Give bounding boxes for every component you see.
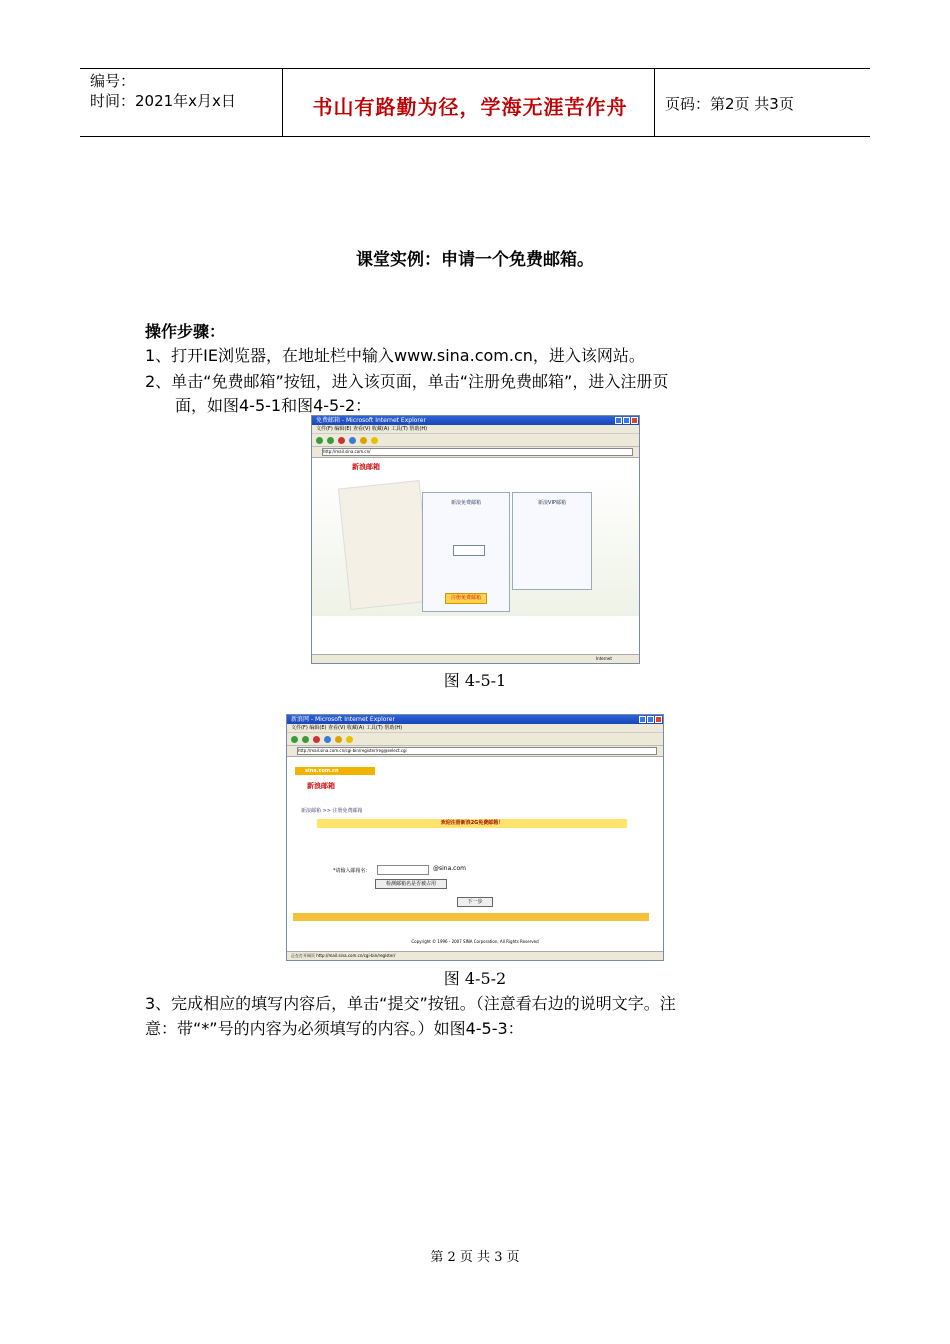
close-icon (631, 417, 638, 424)
divider (654, 69, 655, 136)
next-step-button: 下一步 (457, 897, 493, 907)
toolbar (312, 434, 639, 447)
figure-2-caption: 图 4-5-2 (443, 969, 507, 988)
figure-1-caption: 图 4-5-1 (443, 671, 507, 690)
vip-box-title: 新浪VIP邮箱 (538, 500, 566, 506)
divider (282, 69, 283, 136)
time-label: 时间：2021年x月x日 (90, 92, 236, 110)
back-icon (291, 736, 298, 743)
menu-bar: 文件(F) 编辑(E) 查看(V) 收藏(A) 工具(T) 帮助(H) (312, 425, 639, 434)
free-box-title: 新浪免费邮箱 (450, 500, 481, 506)
copyright: Copyright © 1996 - 2007 SINA Corporation, All Rights Reserved (411, 939, 539, 944)
window-title: 免费邮箱 - Microsoft Internet Explorer (312, 416, 639, 425)
welcome-banner: 欢迎注册新浪2G免费邮箱！ (317, 819, 627, 828)
home-icon (360, 437, 367, 444)
screenshot-figure-2 (286, 714, 664, 961)
hero-area (312, 476, 639, 616)
step-3-line-1: 3、完成相应的填写内容后，单击“提交”按钮。（注意看右边的说明文字。注 (145, 994, 676, 1013)
free-mail-box (422, 492, 510, 612)
window-controls (639, 716, 662, 723)
screenshot-figure-1 (311, 415, 640, 664)
stop-icon (313, 736, 320, 743)
window-title: 新浪网 - Microsoft Internet Explorer (287, 715, 663, 724)
favorites-icon (346, 736, 353, 743)
toolbar (287, 733, 663, 746)
page-footer: 第 2 页 共 3 页 (430, 1250, 520, 1265)
refresh-icon (349, 437, 356, 444)
email-input (377, 865, 429, 875)
sina-logo: 新浪邮箱 (352, 463, 380, 471)
status-bar (312, 654, 639, 663)
address-input: http://mail.sina.com.cn/cgi-bin/register/reg@select.cgi (297, 747, 657, 755)
forward-icon (302, 736, 309, 743)
step-1: 1、打开IE浏览器，在地址栏中输入www.sina.com.cn，进入该网站。 (145, 346, 645, 365)
maximize-icon (647, 716, 654, 723)
minimize-icon (639, 716, 646, 723)
address-bar (287, 746, 663, 757)
captcha-box (453, 545, 485, 556)
step-2-line-1: 2、单击“免费邮箱”按钮，进入该页面，单击“注册免费邮箱”，进入注册页 (145, 372, 669, 391)
site-tab: sina.com.cn (295, 767, 375, 775)
address-bar (312, 447, 639, 458)
address-input: http://mail.sina.com.cn/ (322, 448, 633, 456)
breadcrumb: 新浪邮箱 >> 注册免费邮箱 (301, 808, 363, 814)
status-bar (287, 951, 663, 960)
close-icon (655, 716, 662, 723)
register-free-mail-button: 注册免费邮箱 (445, 593, 487, 604)
page-title: 课堂实例：申请一个免费邮箱。 (356, 250, 594, 270)
page-label: 页码：第2页 共3页 (665, 95, 794, 113)
minimize-icon (615, 417, 622, 424)
notebook-image (338, 480, 432, 610)
status-text: Internet (596, 656, 612, 661)
email-label: *请输入邮箱名： (333, 868, 371, 874)
step-2-line-2: 面，如图4-5-1和图4-5-2： (175, 396, 372, 415)
vip-mail-box (512, 492, 592, 590)
domain-label: @sina.com (433, 865, 466, 872)
step-3-line-2: 意：带“*”号的内容为必须填写的内容。）如图4-5-3： (145, 1019, 524, 1038)
motto: 书山有路勤为径，学海无涯苦作舟 (312, 95, 628, 119)
number-label: 编号： (90, 72, 136, 90)
maximize-icon (623, 417, 630, 424)
sina-logo: 新浪邮箱 (307, 782, 335, 790)
back-icon (316, 437, 323, 444)
refresh-icon (324, 736, 331, 743)
status-text: 正在打开网页 http://mail.sina.com.cn/cgi-bin/register/ (291, 953, 396, 958)
window-controls (615, 417, 638, 424)
forward-icon (327, 437, 334, 444)
yellow-divider (293, 913, 649, 921)
favorites-icon (371, 437, 378, 444)
menu-bar: 文件(F) 编辑(E) 查看(V) 收藏(A) 工具(T) 帮助(H) (287, 724, 663, 733)
bottom-links (312, 620, 639, 654)
check-name-button: 检测邮箱名是否被占用 (375, 879, 447, 889)
stop-icon (338, 437, 345, 444)
header-meta (90, 71, 236, 111)
steps-heading: 操作步骤： (145, 322, 226, 341)
page-header (80, 68, 870, 137)
home-icon (335, 736, 342, 743)
